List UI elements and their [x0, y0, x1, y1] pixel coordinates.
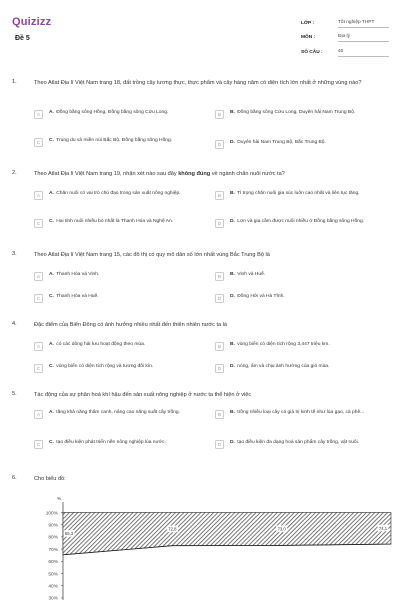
- option-b[interactable]: [215, 109, 390, 119]
- y-axis-unit: %: [57, 497, 62, 502]
- option-text: có các dòng hải lưu hoạt động theo mùa.: [56, 342, 146, 347]
- option-text: Duyên hải Nam Trung Bộ, Bắc Trung Bộ.: [237, 140, 326, 145]
- option-text: Trung du và miền núi Bắc Bộ, Đồng bằng sông Hồng.: [56, 138, 173, 143]
- option-b[interactable]: [215, 271, 390, 281]
- question-text: Theo Atlat Địa lí Việt Nam trang 15, các đô thị có quy mô dân số lớn nhất vùng Bắc Trung Bộ là: [34, 252, 270, 258]
- option-box: B: [215, 342, 224, 351]
- option-letter: D.: [230, 440, 235, 445]
- y-tick-label: 40%: [48, 584, 58, 590]
- option-letter: D.: [230, 219, 235, 224]
- meta-value: 40: [338, 49, 389, 57]
- option-box: C: [34, 364, 43, 373]
- question-number: 6.: [12, 475, 17, 481]
- option-letter: D.: [230, 364, 235, 369]
- data-label: 74,1: [378, 525, 388, 531]
- question-text: Đặc điểm của Biển Đông có ảnh hưởng nhiều nhất đến thiên nhiên nước ta là: [34, 322, 228, 328]
- option-text: Hai tỉnh nuôi nhiều bò nhất là Thanh Hóa và Nghệ An.: [56, 219, 174, 224]
- meta-value: Địa lý: [338, 34, 389, 42]
- meta-label: LỚP :: [301, 20, 315, 26]
- option-c[interactable]: [34, 218, 209, 228]
- option-c[interactable]: [34, 293, 209, 303]
- question-text: Theo Atlat Địa lí Việt Nam trang 18, đất trồng cây lương thực, thực phẩm và cây hàng năm có diện tích lớn nhất ở những vùng nào?: [34, 80, 362, 86]
- option-letter: C.: [49, 440, 54, 445]
- option-box: D: [215, 364, 224, 373]
- option-d[interactable]: [215, 218, 390, 228]
- option-letter: A.: [49, 110, 54, 115]
- option-box: B: [215, 410, 224, 419]
- question-text: Cho biểu đồ:: [34, 476, 66, 482]
- option-text: tạo điều kiện đa dạng hoá sản phẩm cây trồng, vật nuôi.: [237, 440, 360, 445]
- option-letter: A.: [49, 191, 54, 196]
- option-a[interactable]: [34, 109, 209, 119]
- y-tick-label: 60%: [48, 560, 58, 566]
- option-text: Thanh Hóa và Vinh.: [56, 272, 100, 277]
- option-box: A: [34, 191, 43, 200]
- option-box: B: [215, 191, 224, 200]
- option-letter: A.: [49, 272, 54, 277]
- option-text: tạo điều kiện phát triển nền nông nghiệp lúa nước.: [56, 440, 166, 445]
- option-d[interactable]: [215, 439, 390, 449]
- hatched-area: [63, 513, 391, 555]
- y-tick-label: 100%: [45, 511, 58, 517]
- option-box: C: [34, 440, 43, 449]
- worksheet-header: [0, 0, 400, 62]
- option-a[interactable]: [34, 409, 209, 419]
- option-text: vùng biển có diện tích rộng và tương đối kín.: [56, 364, 154, 369]
- option-d[interactable]: [215, 293, 390, 303]
- chart: [0, 488, 400, 600]
- option-letter: C.: [49, 138, 54, 143]
- option-text: Vinh và Huế.: [237, 272, 266, 277]
- option-box: A: [34, 342, 43, 351]
- data-label: 72,8: [168, 526, 177, 532]
- option-letter: D.: [230, 140, 235, 145]
- question-number: 4.: [12, 321, 17, 327]
- option-text: tăng khả năng thâm canh, nâng cao năng suất cây trồng.: [56, 410, 180, 415]
- option-box: B: [215, 272, 224, 281]
- option-text: Tỉ trọng chăn nuôi gia súc luôn cao nhất và liên tục tăng.: [237, 191, 360, 196]
- option-letter: C.: [49, 219, 54, 224]
- option-d[interactable]: [215, 363, 390, 373]
- option-text: Đồng bằng sông Cửu Long, Duyên hải Nam Trung Bộ.: [237, 110, 356, 115]
- worksheet-meta: [301, 13, 389, 57]
- option-text: Chăn nuôi có vai trò chủ đạo trong sản xuất nông nghiệp.: [56, 191, 181, 196]
- option-text: Đồng Hới và Hà Tĩnh.: [237, 294, 285, 299]
- meta-label: MÔN :: [301, 35, 316, 40]
- option-box: D: [215, 140, 224, 149]
- option-letter: A.: [49, 410, 54, 415]
- option-b[interactable]: [215, 190, 390, 200]
- option-text: Đồng bằng sông Hồng, Đồng bằng sông Cửu Long.: [56, 110, 169, 115]
- option-b[interactable]: [215, 409, 390, 419]
- option-text: Lợn và gia cầm được nuôi nhiều ở Đồng bằng sông Hồng.: [237, 219, 365, 224]
- option-box: B: [215, 110, 224, 119]
- question-text: Tác động của sự phân hoá khí hậu đến sản xuất nông nghiệp ở nước ta thể hiện ở việc: [34, 392, 252, 398]
- meta-row-class: [301, 13, 389, 28]
- option-box: C: [34, 294, 43, 303]
- y-tick-label: 30%: [48, 596, 58, 600]
- option-text: Thanh Hóa và Huế.: [56, 294, 99, 299]
- option-letter: B.: [230, 410, 235, 415]
- option-a[interactable]: [34, 271, 209, 281]
- option-a[interactable]: [34, 190, 209, 200]
- chart-svg: [0, 488, 400, 600]
- option-letter: C.: [49, 364, 54, 369]
- option-letter: B.: [230, 191, 235, 196]
- option-letter: C.: [49, 294, 54, 299]
- option-box: D: [215, 219, 224, 228]
- option-box: A: [34, 410, 43, 419]
- quizizz-logo: Quizizz: [12, 16, 52, 28]
- question-number: 2.: [12, 170, 17, 176]
- option-c[interactable]: [34, 439, 209, 449]
- option-box: A: [34, 110, 43, 119]
- option-c[interactable]: [34, 363, 209, 373]
- y-tick-label: 70%: [48, 547, 58, 553]
- option-text: trồng nhiều loại cây có giá trị kinh tế như lúa gạo, cà phê...: [237, 410, 365, 415]
- option-box: A: [34, 272, 43, 281]
- worksheet-title: Đề 5: [15, 35, 30, 42]
- meta-row-subject: [301, 28, 389, 43]
- question-text: Theo Atlat Địa lí Việt Nam trang 19, nhận xét nào sau đây không đúng về ngành chăn nuôi nước ta?: [34, 171, 285, 177]
- option-letter: B.: [230, 342, 235, 347]
- option-text: vùng biển có diện tích rộng 3,447 triệu km.: [237, 342, 330, 347]
- option-box: C: [34, 219, 43, 228]
- option-letter: A.: [49, 342, 54, 347]
- option-c[interactable]: [34, 137, 209, 147]
- question-number: 3.: [12, 251, 17, 257]
- option-letter: D.: [230, 294, 235, 299]
- option-text: nóng, ẩm và chịu ảnh hưởng của gió mùa.: [237, 364, 330, 369]
- emphasis-text: không đúng: [178, 171, 211, 177]
- meta-label: SỐ CÂU :: [301, 49, 323, 55]
- question-number: 1.: [12, 79, 17, 85]
- question-number: 5.: [12, 391, 17, 397]
- option-box: D: [215, 294, 224, 303]
- option-letter: B.: [230, 272, 235, 277]
- y-tick-label: 80%: [48, 535, 58, 541]
- data-label: 65,3: [64, 531, 74, 537]
- meta-row-count: [301, 42, 389, 57]
- option-letter: B.: [230, 110, 235, 115]
- data-label: 73,0: [277, 526, 286, 532]
- y-tick-label: 50%: [48, 572, 58, 578]
- option-box: C: [34, 138, 43, 147]
- option-a[interactable]: [34, 341, 209, 351]
- option-b[interactable]: [215, 341, 390, 351]
- option-d[interactable]: [215, 139, 390, 149]
- option-box: D: [215, 440, 224, 449]
- meta-value: Tốt nghiệp THPT: [338, 20, 389, 28]
- y-tick-label: 90%: [48, 523, 58, 529]
